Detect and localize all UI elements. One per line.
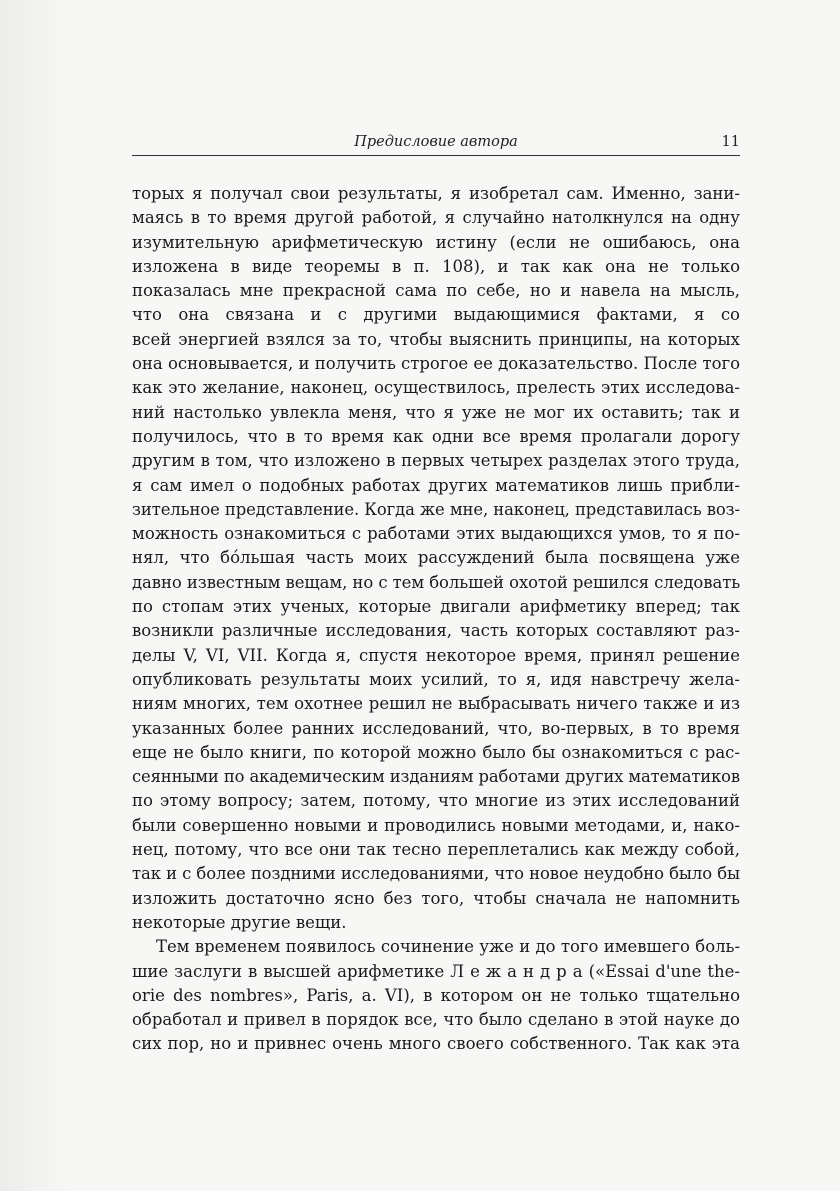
text-line: изложить достаточно ясно без того, чтобы сначала не напомнить xyxy=(132,888,740,908)
text-line: обработал и привел в порядок все, что было сделано в этой науке до xyxy=(132,1010,740,1030)
text-line: показалась мне прекрасной сама по себе, но и навела на мысль, xyxy=(132,281,740,301)
text-line: получилось, что в то время как одни все время пролагали дорогу xyxy=(132,426,740,446)
text-line: некоторые другие вещи. xyxy=(132,912,347,932)
text-line: делы V, VI, VII. Когда я, спустя некоторое время, принял решение xyxy=(132,645,740,665)
paragraph-2 xyxy=(132,935,740,1056)
text-line: другим в том, что изложено в первых четырех разделах этого труда, xyxy=(132,451,740,471)
text-line: Тем временем появилось сочинение уже и до того имевшего боль- xyxy=(156,937,740,957)
text-line: так и с более поздними исследованиями, что новое неудобно было бы xyxy=(132,864,740,884)
text-line: как это желание, наконец, осуществилось, прелесть этих исследова- xyxy=(132,378,740,398)
text-line: всей энергией взялся за то, чтобы выяснить принципы, на которых xyxy=(132,329,740,349)
text-line: опубликовать результаты моих усилий, то я, идя навстречу жела- xyxy=(132,669,740,689)
text-line: сеянными по академическим изданиям работами других математиков xyxy=(132,767,740,787)
text-line: изумительную арифметическую истину (если не ошибаюсь, она xyxy=(132,232,740,252)
running-header xyxy=(132,133,740,156)
running-title: Предисловие автора xyxy=(354,134,518,150)
text-line: я сам имел о подобных работах других математиков лишь прибли- xyxy=(132,475,740,495)
text-line: можность ознакомиться с работами этих выдающихся умов, то я по- xyxy=(132,524,740,544)
text-line: возникли различные исследования, часть которых составляют раз- xyxy=(132,621,740,641)
text-line: еще не было книги, по которой можно было бы ознакомиться с рас- xyxy=(132,742,740,762)
text-line: изложена в виде теоремы в п. 108), и так как она не только xyxy=(132,256,740,276)
text-line: торых я получал свои результаты, я изобретал сам. Именно, зани- xyxy=(132,184,740,203)
text-line: зительное представление. Когда же мне, наконец, представилась воз- xyxy=(132,499,740,519)
text-line: ний настолько увлекла меня, что я уже не мог их оставить; так и xyxy=(132,402,740,422)
text-line: нял, что бо́льшая часть моих рассуждений была посвящена уже xyxy=(132,548,740,568)
text-line: давно известным вещам, но с тем большей охотой решился следовать xyxy=(132,572,741,592)
text-line: по стопам этих ученых, которые двигали арифметику вперед; так xyxy=(132,597,740,617)
text-line: orie des nombres», Paris, a. VI), в котором он не только тщательно xyxy=(132,985,740,1005)
text-line: что она связана и с другими выдающимися фактами, я со xyxy=(132,305,740,325)
text-line: маясь в то время другой работой, я случайно натолкнулся на одну xyxy=(132,208,740,228)
text-line: она основывается, и получить строгое ее доказательство. После того xyxy=(132,354,741,374)
text-line: указанных более ранних исследований, что, во-первых, в то время xyxy=(132,718,740,738)
page-number: 11 xyxy=(721,134,740,150)
text-line: ниям многих, тем охотнее решил не выбрасывать ничего также и из xyxy=(132,694,740,714)
text-line: были совершенно новыми и проводились новыми методами, и, нако- xyxy=(132,815,740,835)
paragraph-1 xyxy=(132,182,740,935)
text-line: сих пор, но и привнес очень много своего собственного. Так как эта xyxy=(132,1034,740,1054)
body-text xyxy=(132,182,740,1057)
text-line: шие заслуги в высшей арифметике Л е ж а н д р а («Essai d'une the- xyxy=(132,961,740,981)
text-line: по этому вопросу; затем, потому, что многие из этих исследований xyxy=(132,791,740,811)
text-line: нец, потому, что все они так тесно переплетались как между собой, xyxy=(132,840,740,860)
